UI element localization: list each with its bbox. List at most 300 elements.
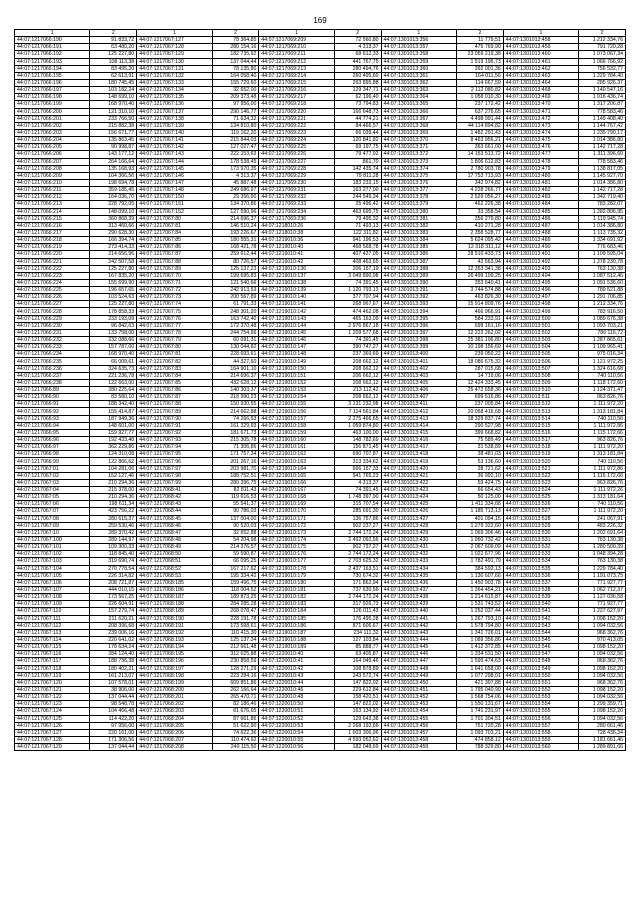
cadastral-value-cell: 1 089 676,38	[579, 315, 626, 322]
cadastral-value-cell: 126 011,43	[334, 608, 381, 615]
cadastral-number-cell: 44:07:1301013:450	[381, 679, 456, 686]
cadastral-number-cell: 44:07:1217067:71	[137, 279, 212, 286]
cadastral-value-cell: 168 421,78	[212, 244, 259, 251]
cadastral-number-cell: 44:07:1217066:207	[15, 158, 90, 165]
cadastral-number-cell: 44:07:1301013:358	[381, 51, 456, 58]
cadastral-value-cell: 2 268 192,66	[334, 722, 381, 729]
table-row	[15, 729, 626, 736]
cadastral-number-cell: 44:07:1217067:101	[15, 544, 90, 551]
cadastral-value-cell: 237 172,42	[457, 101, 504, 108]
cadastral-number-cell: 44:07:1301013:540	[503, 601, 578, 608]
cadastral-number-cell: 44:07:1217066:205	[15, 144, 90, 151]
cadastral-number-cell: 44:07:1217067:80	[137, 344, 212, 351]
cadastral-value-cell: 119 616,53	[212, 494, 259, 501]
cadastral-value-cell: 168 970,40	[90, 351, 137, 358]
cadastral-value-cell: 206 662,12	[334, 372, 381, 379]
cadastral-value-cell: 118 845,40	[90, 551, 137, 558]
cadastral-number-cell: 44:07:1301013:508	[503, 372, 578, 379]
cadastral-number-cell: 44:07:1301013:495	[503, 279, 578, 286]
table-row	[15, 329, 626, 336]
cadastral-value-cell: 228 693,61	[212, 351, 259, 358]
cadastral-value-cell: 243 572,74	[334, 672, 381, 679]
table-row	[15, 415, 626, 422]
cadastral-number-cell: 44:07:1217068:197	[137, 665, 212, 672]
table-row	[15, 615, 626, 622]
column-header: 1	[137, 30, 212, 37]
cadastral-number-cell: 44:07:1301013:491	[503, 251, 578, 258]
cadastral-value-cell: 902 237,27	[334, 522, 381, 529]
cadastral-number-cell: 44:07:1217068:49	[137, 544, 212, 551]
cadastral-value-cell: 315 707,54	[334, 501, 381, 508]
cadastral-value-cell: 148 782,69	[334, 437, 381, 444]
cadastral-number-cell: 44:07:1301013:546	[503, 644, 578, 651]
table-row	[15, 579, 626, 586]
cadastral-number-cell: 44:07:1301013:539	[503, 594, 578, 601]
cadastral-number-cell: 44:07:1217068:196	[137, 658, 212, 665]
cadastral-value-cell: 737 630,56	[334, 586, 381, 593]
table-row	[15, 408, 626, 415]
cadastral-number-cell: 44:07:1217068:51	[137, 558, 212, 565]
cadastral-number-cell: 44:07:1217067:100	[15, 536, 90, 543]
cadastral-number-cell: 44:07:1217067:91	[137, 422, 212, 429]
cadastral-value-cell: 74 391,45	[334, 487, 381, 494]
cadastral-value-cell: 2 976 867,18	[334, 322, 381, 329]
cadastral-number-cell: 44:07:1219010:186	[259, 622, 334, 629]
cadastral-number-cell: 44:07:1217066:224	[15, 279, 90, 286]
cadastral-number-cell: 44:07:1217067:134	[137, 87, 212, 94]
cadastral-value-cell: 168 970,40	[90, 101, 137, 108]
table-row	[15, 94, 626, 101]
cadastral-value-cell: 223 284,16	[212, 672, 259, 679]
cadastral-value-cell: 173 567,25	[90, 594, 137, 601]
cadastral-value-cell: 164 036,70	[90, 194, 137, 201]
cadastral-value-cell: 222 153,63	[212, 151, 259, 158]
cadastral-value-cell: 136 757,86	[334, 515, 381, 522]
cadastral-value-cell: 268 078,47	[212, 608, 259, 615]
cadastral-value-cell: 1 185 713,13	[457, 508, 504, 515]
table-row	[15, 515, 626, 522]
cadastral-number-cell: 44:07:1217068:185	[137, 579, 212, 586]
cadastral-value-cell: 313 460,66	[90, 222, 137, 229]
cadastral-value-cell: 390 747,27	[334, 344, 381, 351]
cadastral-value-cell: 1 212 334,76	[579, 301, 626, 308]
cadastral-number-cell: 44:07:1219010:184	[259, 608, 334, 615]
column-header: 1	[259, 30, 334, 37]
cadastral-value-cell: 221 236,78	[90, 372, 137, 379]
table-row	[15, 479, 626, 486]
column-header: 1	[381, 30, 456, 37]
cadastral-value-cell: 121 540,66	[212, 279, 259, 286]
table-row	[15, 437, 626, 444]
cadastral-value-cell: 968 362,76	[579, 629, 626, 636]
table-row	[15, 108, 626, 115]
cadastral-number-cell: 44:07:1219010:41	[259, 251, 334, 258]
cadastral-value-cell: 1 313 181,64	[579, 494, 626, 501]
cadastral-value-cell: 42 663,94	[457, 258, 504, 265]
table-row	[15, 594, 626, 601]
cadastral-value-cell: 1 127 036,58	[579, 594, 626, 601]
cadastral-value-cell: 1 311 396,60	[579, 151, 626, 158]
cadastral-value-cell: 1 531 743,52	[457, 601, 504, 608]
cadastral-number-cell: 44:07:1219010:171	[259, 515, 334, 522]
cadastral-value-cell: 776 683,46	[579, 244, 626, 251]
cadastral-number-cell: 44:07:1301013:437	[381, 586, 456, 593]
cadastral-number-cell: 44:07:1217069:215	[259, 79, 334, 86]
cadastral-number-cell: 44:07:1217067:70	[137, 272, 212, 279]
cadastral-number-cell: 44:07:1217066:215	[15, 215, 90, 222]
cadastral-value-cell: 280 661,46	[579, 722, 626, 729]
cadastral-value-cell: 1 014 386,80	[579, 137, 626, 144]
cadastral-value-cell: 135 863,45	[90, 137, 137, 144]
cadastral-value-cell: 1 111 972,86	[579, 465, 626, 472]
cadastral-number-cell: 44:07:1301013:393	[381, 301, 456, 308]
cadastral-value-cell: 290 527,98	[457, 422, 504, 429]
table-row	[15, 287, 626, 294]
cadastral-number-cell: 44:07:1217068:194	[137, 644, 212, 651]
cadastral-number-cell: 44:07:1217067:138	[137, 115, 212, 122]
cadastral-value-cell: 188 752,51	[212, 472, 259, 479]
cadastral-number-cell: 44:07:1217066:231	[15, 329, 90, 336]
cadastral-number-cell: 44:07:1301013:525	[503, 494, 578, 501]
cadastral-number-cell: 44:07:1217068:190	[137, 615, 212, 622]
table-row	[15, 272, 626, 279]
cadastral-value-cell: 198 694,78	[90, 179, 137, 186]
cadastral-value-cell: 220 161,00	[90, 729, 137, 736]
cadastral-value-cell: 210 294,36	[90, 479, 137, 486]
cadastral-value-cell: 1 089 356,86	[457, 636, 504, 643]
cadastral-number-cell: 44:07:1217069:218	[259, 101, 334, 108]
cadastral-number-cell: 44:07:1219010:139	[259, 287, 334, 294]
cadastral-number-cell: 44:07:1217067:126	[15, 722, 90, 729]
cadastral-number-cell: 44:07:1301013:451	[381, 686, 456, 693]
cadastral-number-cell: 44:07:1301013:375	[381, 172, 456, 179]
cadastral-number-cell: 44:07:1301013:439	[381, 601, 456, 608]
cadastral-number-cell: 44:07:1301013:373	[381, 158, 456, 165]
cadastral-number-cell: 44:07:1217067:01	[15, 465, 90, 472]
cadastral-number-cell: 44:07:1301013:502	[503, 329, 578, 336]
cadastral-number-cell: 44:07:1301013:474	[503, 129, 578, 136]
cadastral-number-cell: 44:07:1301013:370	[381, 137, 456, 144]
cadastral-value-cell: 249 686,97	[212, 187, 259, 194]
cadastral-value-cell: 2 744 172,24	[334, 551, 381, 558]
cadastral-value-cell: 771 927,77	[579, 579, 626, 586]
cadastral-value-cell: 902 737,27	[334, 544, 381, 551]
cadastral-value-cell: 1 149 408,40	[579, 115, 626, 122]
cadastral-value-cell: 1 741 231,97	[457, 708, 504, 715]
cadastral-value-cell: 751 720,28	[457, 722, 504, 729]
cadastral-value-cell: 233 193,09	[90, 315, 137, 322]
table-row	[15, 172, 626, 179]
cadastral-value-cell: 1 077 298,01	[457, 672, 504, 679]
cadastral-number-cell: 44:07:1301013:424	[381, 494, 456, 501]
cadastral-number-cell: 44:07:1301013:378	[381, 194, 456, 201]
cadastral-number-cell: 44:07:1217067:88	[137, 401, 212, 408]
cadastral-number-cell: 44:07:1301013:468	[503, 87, 578, 94]
cadastral-number-cell: 44:07:1217067:103	[15, 558, 90, 565]
cadastral-value-cell: 1 806 612,83	[457, 158, 504, 165]
cadastral-number-cell: 44:07:1301013:427	[381, 515, 456, 522]
cadastral-value-cell: 1 568 754,06	[457, 694, 504, 701]
cadastral-value-cell: 756 532,77	[579, 65, 626, 72]
cadastral-number-cell: 44:07:1219010:166	[259, 479, 334, 486]
cadastral-value-cell: 234 111,32	[334, 629, 381, 636]
cadastral-value-cell: 212 661,48	[212, 644, 259, 651]
table-row	[15, 308, 626, 315]
cadastral-value-cell: 740 110,56	[579, 501, 626, 508]
cadastral-number-cell: 44:07:1217069:234	[259, 208, 334, 215]
cadastral-number-cell: 44:07:1219010:165	[259, 472, 334, 479]
cadastral-value-cell: 788 329,80	[457, 744, 504, 751]
cadastral-number-cell: 44:07:1217067:80	[137, 215, 212, 222]
cadastral-number-cell: 44:07:1217069:217	[259, 94, 334, 101]
cadastral-number-cell: 44:07:1301013:442	[381, 622, 456, 629]
cadastral-value-cell: 71 634,32	[212, 115, 259, 122]
cadastral-number-cell: 44:07:1217067:94	[137, 444, 212, 451]
cadastral-number-cell: 44:07:1301013:526	[503, 501, 578, 508]
cadastral-number-cell: 44:07:1218010:26	[259, 222, 334, 229]
cadastral-number-cell: 44:07:1217067:104	[15, 565, 90, 572]
cadastral-number-cell: 44:07:1217067:110	[15, 608, 90, 615]
cadastral-value-cell: 91 833,72	[90, 37, 137, 44]
cadastral-number-cell: 44:07:1301013:381	[381, 215, 456, 222]
cadastral-number-cell: 44:07:1217067:85	[137, 379, 212, 386]
cadastral-value-cell: 1 111 972,20	[579, 401, 626, 408]
cadastral-number-cell: 44:07:1217066:192	[15, 51, 90, 58]
cadastral-value-cell: 1 181 661,46	[579, 736, 626, 743]
cadastral-value-cell: 1 701 304,51	[457, 715, 504, 722]
cadastral-value-cell: 157 787,00	[90, 344, 137, 351]
cadastral-number-cell: 44:07:1301013:392	[381, 294, 456, 301]
cadastral-value-cell: 157 279,74	[90, 608, 137, 615]
table-body	[15, 37, 626, 751]
cadastral-value-cell: 196 657,65	[90, 287, 137, 294]
cadastral-number-cell: 44:07:1217067:77	[137, 322, 212, 329]
table-row	[15, 636, 626, 643]
cadastral-value-cell: 1 282 806,95	[579, 208, 626, 215]
cadastral-value-cell: 147 822,02	[334, 701, 381, 708]
cadastral-number-cell: 44:07:1301013:425	[381, 501, 456, 508]
cadastral-number-cell: 44:07:1220010:51	[259, 708, 334, 715]
cadastral-number-cell: 44:07:1301013:480	[503, 172, 578, 179]
cadastral-value-cell: 861,70	[334, 158, 381, 165]
cadastral-value-cell: 1 313 181,84	[579, 408, 626, 415]
cadastral-value-cell: 280 494,76	[334, 65, 381, 72]
cadastral-number-cell: 44:07:1217067:142	[137, 144, 212, 151]
table-row	[15, 351, 626, 358]
cadastral-value-cell: 128 271,29	[212, 665, 259, 672]
cadastral-number-cell: 44:07:1301013:520	[503, 458, 578, 465]
cadastral-number-cell: 44:07:1301013:445	[381, 644, 456, 651]
cadastral-number-cell: 44:07:1217067:119	[15, 672, 90, 679]
cadastral-value-cell: 1 118 172,60	[579, 379, 626, 386]
cadastral-number-cell: 44:07:1217067:03	[15, 479, 90, 486]
cadastral-value-cell: 90 520,03	[212, 522, 259, 529]
cadastral-value-cell: 1 109 595,04	[579, 251, 626, 258]
cadastral-number-cell: 44:07:1301013:529	[503, 522, 578, 529]
cadastral-number-cell: 44:07:1217068:53	[137, 572, 212, 579]
cadastral-number-cell: 44:07:1217067:147	[137, 179, 212, 186]
cadastral-value-cell: 1 115 172,66	[579, 472, 626, 479]
cadastral-value-cell: 171 862,94	[334, 579, 381, 586]
cadastral-number-cell: 44:07:1301013:447	[381, 658, 456, 665]
column-header: 1	[503, 30, 578, 37]
cadastral-number-cell: 44:07:1301013:489	[503, 237, 578, 244]
cadastral-number-cell: 44:07:1217066:225	[15, 287, 90, 294]
cadastral-value-cell: 1 252 037,44	[457, 608, 504, 615]
cadastral-number-cell: 44:07:1301013:364	[381, 94, 456, 101]
table-row	[15, 708, 626, 715]
cadastral-value-cell: 12 353 341,38	[457, 265, 504, 272]
cadastral-value-cell: 317 926,73	[334, 601, 381, 608]
cadastral-value-cell: 4 498 991,44	[457, 115, 504, 122]
cadastral-number-cell: 44:07:1301013:405	[381, 379, 456, 386]
cadastral-number-cell: 44:07:1217067:84	[137, 372, 212, 379]
table-row	[15, 215, 626, 222]
cadastral-number-cell: 44:07:1301013:458	[381, 736, 456, 743]
cadastral-value-cell: 466 966,91	[457, 308, 504, 315]
cadastral-number-cell: 44:07:1301013:417	[381, 444, 456, 451]
cadastral-value-cell: 109 300,33	[90, 544, 137, 551]
cadastral-number-cell: 44:07:1217067:115	[15, 644, 90, 651]
cadastral-value-cell: 463 695,75	[334, 208, 381, 215]
cadastral-number-cell: 44:07:1301013:357	[381, 44, 456, 51]
cadastral-number-cell: 44:07:1217066:190	[15, 37, 90, 44]
cadastral-value-cell: 148 699,10	[90, 94, 137, 101]
cadastral-number-cell: 44:07:1217066:198	[15, 94, 90, 101]
cadastral-value-cell: 198 611,34	[90, 501, 137, 508]
cadastral-number-cell: 44:07:1301013:380	[381, 208, 456, 215]
cadastral-number-cell: 44:07:1301013:533	[503, 551, 578, 558]
cadastral-number-cell: 44:07:1217066:204	[15, 137, 90, 144]
cadastral-number-cell: 44:07:1301013:507	[503, 365, 578, 372]
cadastral-value-cell: 1 291 706,85	[579, 294, 626, 301]
cadastral-value-cell: 104 281,06	[90, 465, 137, 472]
cadastral-value-cell: 444 010,15	[90, 586, 137, 593]
cadastral-value-cell: 118 004,52	[212, 586, 259, 593]
cadastral-value-cell: 12 424 333,45	[457, 379, 504, 386]
cadastral-value-cell: 214 376,57	[212, 544, 259, 551]
cadastral-number-cell: 44:07:1217067:82	[137, 358, 212, 365]
cadastral-value-cell: 244 754,66	[212, 329, 259, 336]
cadastral-number-cell: 44:07:1301013:413	[381, 415, 456, 422]
cadastral-number-cell: 44:07:1301013:411	[381, 401, 456, 408]
cadastral-value-cell: 1 313 181,84	[579, 451, 626, 458]
cadastral-value-cell: 237 369,69	[334, 351, 381, 358]
cadastral-number-cell: 44:07:1301013:400	[381, 351, 456, 358]
cadastral-value-cell: 137 044,44	[212, 58, 259, 65]
cadastral-value-cell: 3 131 232,98	[334, 401, 381, 408]
cadastral-value-cell: 1 482 291,43	[457, 129, 504, 136]
cadastral-value-cell: 121 310,10	[90, 108, 137, 115]
cadastral-number-cell: 44:07:1217068:195	[137, 651, 212, 658]
cadastral-value-cell: 152 127,46	[90, 472, 137, 479]
cadastral-number-cell: 44:07:1301013:394	[381, 308, 456, 315]
cadastral-number-cell: 44:07:1301013:360	[381, 65, 456, 72]
cadastral-number-cell: 44:07:1301013:426	[381, 508, 456, 515]
cadastral-number-cell: 44:07:1217067:109	[15, 601, 90, 608]
table-row	[15, 294, 626, 301]
cadastral-number-cell: 44:07:1219010:183	[259, 601, 334, 608]
cadastral-number-cell: 44:07:1220010:52	[259, 715, 334, 722]
cadastral-number-cell: 44:07:1301013:530	[503, 529, 578, 536]
cadastral-value-cell: 2 744 172,24	[334, 594, 381, 601]
table-row	[15, 487, 626, 494]
cadastral-value-cell: 114 667,59	[457, 79, 504, 86]
cadastral-number-cell: 44:07:1217067:123	[15, 701, 90, 708]
cadastral-value-cell: 324 635,73	[90, 365, 137, 372]
table-row	[15, 644, 626, 651]
cadastral-number-cell: 44:07:1219010:167	[259, 487, 334, 494]
cadastral-value-cell: 211 620,21	[90, 615, 137, 622]
cadastral-number-cell: 44:07:1301013:547	[503, 651, 578, 658]
cadastral-number-cell: 44:07:1217067:129	[137, 51, 212, 58]
cadastral-value-cell: 137 044,44	[90, 744, 137, 751]
cadastral-value-cell: 1 599 474,63	[457, 658, 504, 665]
table-row	[15, 87, 626, 94]
cadastral-number-cell: 44:07:1219010:42	[259, 258, 334, 265]
cadastral-number-cell: 44:07:1217068:188	[137, 601, 212, 608]
cadastral-number-cell: 44:07:1217066:236	[15, 365, 90, 372]
cadastral-value-cell: 1 111 972,86	[579, 422, 626, 429]
cadastral-value-cell: 1 022 677,96	[457, 551, 504, 558]
cadastral-value-cell: 342 974,82	[457, 179, 504, 186]
cadastral-value-cell: 264 166,64	[90, 158, 137, 165]
cadastral-number-cell: 44:07:1219010:146	[259, 337, 334, 344]
cadastral-value-cell: 44 327,60	[212, 358, 259, 365]
cadastral-value-cell: 137 044,44	[90, 694, 137, 701]
cadastral-value-cell: 208 662,12	[334, 394, 381, 401]
cadastral-value-cell: 180 745,45	[90, 79, 137, 86]
cadastral-number-cell: 44:07:1219010:140	[259, 294, 334, 301]
cadastral-number-cell: 44:07:1219010:175	[259, 544, 334, 551]
cadastral-value-cell: 38 481,03	[457, 451, 504, 458]
cadastral-value-cell: 1 098 152,20	[579, 665, 626, 672]
cadastral-value-cell: 208 662,12	[334, 358, 381, 365]
cadastral-value-cell: 122 663,00	[90, 379, 137, 386]
cadastral-value-cell: 164 058,40	[212, 72, 259, 79]
cadastral-value-cell: 1 142 717,28	[579, 187, 626, 194]
cadastral-number-cell: 44:07:1217067:78	[137, 329, 212, 336]
table-row	[15, 244, 626, 251]
cadastral-number-cell: 44:07:1217068:193	[137, 636, 212, 643]
cadastral-value-cell: 62 613,91	[90, 72, 137, 79]
cadastral-value-cell: 699 161,16	[457, 322, 504, 329]
cadastral-number-cell: 44:07:1217066:96	[15, 437, 90, 444]
cadastral-value-cell: 285 691,30	[334, 508, 381, 515]
cadastral-value-cell: 1 279 322,60	[457, 522, 504, 529]
table-row	[15, 651, 626, 658]
cadastral-number-cell: 44:07:1219010:160	[259, 437, 334, 444]
cadastral-number-cell: 44:07:1301013:553	[503, 694, 578, 701]
cadastral-value-cell: 270 778,54	[90, 565, 137, 572]
cadastral-value-cell: 280 154,16	[212, 44, 259, 51]
cadastral-number-cell: 44:07:1217066:95	[15, 429, 90, 436]
cadastral-number-cell: 44:07:1301013:524	[503, 487, 578, 494]
cadastral-number-cell: 44:07:1217067:152	[137, 208, 212, 215]
cadastral-number-cell: 44:07:1217066:235	[15, 358, 90, 365]
cadastral-number-cell: 44:07:1217067:131	[137, 65, 212, 72]
cadastral-number-cell: 44:07:1301013:515	[503, 422, 578, 429]
cadastral-value-cell: 362 229,86	[90, 444, 137, 451]
cadastral-number-cell: 44:07:1217067:99	[137, 479, 212, 486]
cadastral-value-cell: 62 196,40	[334, 94, 381, 101]
table-row	[15, 208, 626, 215]
cadastral-value-cell: 171 757,34	[212, 451, 259, 458]
cadastral-value-cell: 1 073 067,34	[579, 51, 626, 58]
cadastral-value-cell: 66 095,25	[212, 558, 259, 565]
cadastral-number-cell: 44:07:1217067:07	[15, 508, 90, 515]
cadastral-number-cell: 44:07:1219010:162	[259, 451, 334, 458]
